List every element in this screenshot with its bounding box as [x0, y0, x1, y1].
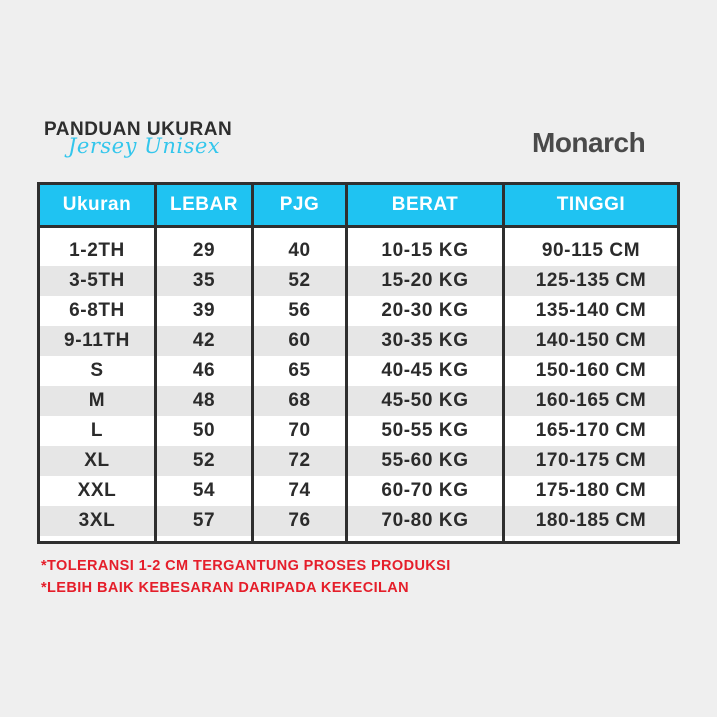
cell-berat: 10-15 KG — [381, 240, 469, 261]
page-subtitle: Jersey Unisex — [68, 134, 221, 158]
cell-lebar: 35 — [192, 270, 216, 291]
cell-lebar: 46 — [192, 360, 216, 381]
cell-tinggi: 160-165 CM — [535, 390, 647, 411]
cell-pjg: 60 — [288, 330, 311, 351]
cell-pjg: 74 — [288, 480, 311, 501]
cell-tinggi: 165-170 CM — [535, 420, 647, 441]
cell-pjg: 52 — [288, 270, 311, 291]
cell-berat: 55-60 KG — [381, 450, 469, 471]
table-row — [40, 416, 677, 446]
table-row — [40, 476, 677, 506]
column-divider — [345, 185, 348, 541]
cell-ukuran: L — [90, 420, 104, 441]
column-divider — [502, 185, 505, 541]
cell-tinggi: 170-175 CM — [535, 450, 647, 471]
cell-tinggi: 135-140 CM — [535, 300, 647, 321]
cell-ukuran: 1-2TH — [69, 240, 125, 261]
table-header-row — [40, 185, 677, 225]
cell-berat: 70-80 KG — [381, 510, 469, 531]
cell-tinggi: 125-135 CM — [535, 270, 647, 291]
cell-lebar: 50 — [192, 420, 216, 441]
column-divider — [154, 185, 157, 541]
cell-berat: 45-50 KG — [381, 390, 469, 411]
cell-pjg: 72 — [288, 450, 311, 471]
table-row — [40, 386, 677, 416]
cell-tinggi: 140-150 CM — [535, 330, 647, 351]
cell-pjg: 68 — [288, 390, 311, 411]
header-divider — [40, 225, 677, 228]
cell-lebar: 54 — [192, 480, 216, 501]
header-tinggi: TINGGI — [505, 185, 677, 225]
cell-tinggi: 180-185 CM — [535, 510, 647, 531]
cell-berat: 20-30 KG — [381, 300, 469, 321]
brand-logo: Monarch — [532, 127, 646, 158]
cell-lebar: 42 — [192, 330, 216, 351]
table-row — [40, 296, 677, 326]
cell-lebar: 29 — [192, 240, 216, 261]
cell-tinggi: 175-180 CM — [535, 480, 647, 501]
cell-ukuran: 3XL — [78, 510, 116, 531]
cell-berat: 50-55 KG — [381, 420, 469, 441]
cell-ukuran: 3-5TH — [69, 270, 125, 291]
cell-pjg: 76 — [288, 510, 311, 531]
cell-tinggi: 150-160 CM — [535, 360, 647, 381]
cell-lebar: 39 — [192, 300, 216, 321]
cell-berat: 40-45 KG — [381, 360, 469, 381]
note-size-advice: *LEBIH BAIK KEBESARAN DARIPADA KEKECILAN — [41, 580, 410, 596]
cell-lebar: 52 — [192, 450, 216, 471]
column-divider — [251, 185, 254, 541]
cell-ukuran: S — [90, 360, 104, 381]
cell-ukuran: 9-11TH — [64, 330, 130, 351]
cell-lebar: 57 — [192, 510, 216, 531]
size-table — [37, 182, 680, 544]
header-lebar: LEBAR — [157, 185, 251, 225]
header-pjg: PJG — [254, 185, 345, 225]
header-berat: BERAT — [348, 185, 502, 225]
table-row — [40, 326, 677, 356]
cell-berat: 30-35 KG — [381, 330, 469, 351]
table-row — [40, 266, 677, 296]
cell-berat: 15-20 KG — [381, 270, 469, 291]
note-tolerance: *TOLERANSI 1-2 CM TERGANTUNG PROSES PRODUKSI — [41, 558, 451, 574]
cell-pjg: 65 — [288, 360, 311, 381]
cell-ukuran: M — [88, 390, 106, 411]
cell-pjg: 70 — [288, 420, 311, 441]
header-ukuran: Ukuran — [40, 185, 154, 225]
cell-berat: 60-70 KG — [381, 480, 469, 501]
cell-pjg: 40 — [288, 240, 311, 261]
cell-ukuran: XL — [84, 450, 110, 471]
cell-lebar: 48 — [192, 390, 216, 411]
cell-pjg: 56 — [288, 300, 311, 321]
table-row — [40, 236, 677, 266]
table-row — [40, 356, 677, 386]
cell-ukuran: 6-8TH — [69, 300, 125, 321]
cell-ukuran: XXL — [77, 480, 117, 501]
page-title: PANDUAN UKURAN — [44, 119, 233, 140]
table-row — [40, 506, 677, 536]
cell-tinggi: 90-115 CM — [541, 240, 641, 261]
table-row — [40, 446, 677, 476]
